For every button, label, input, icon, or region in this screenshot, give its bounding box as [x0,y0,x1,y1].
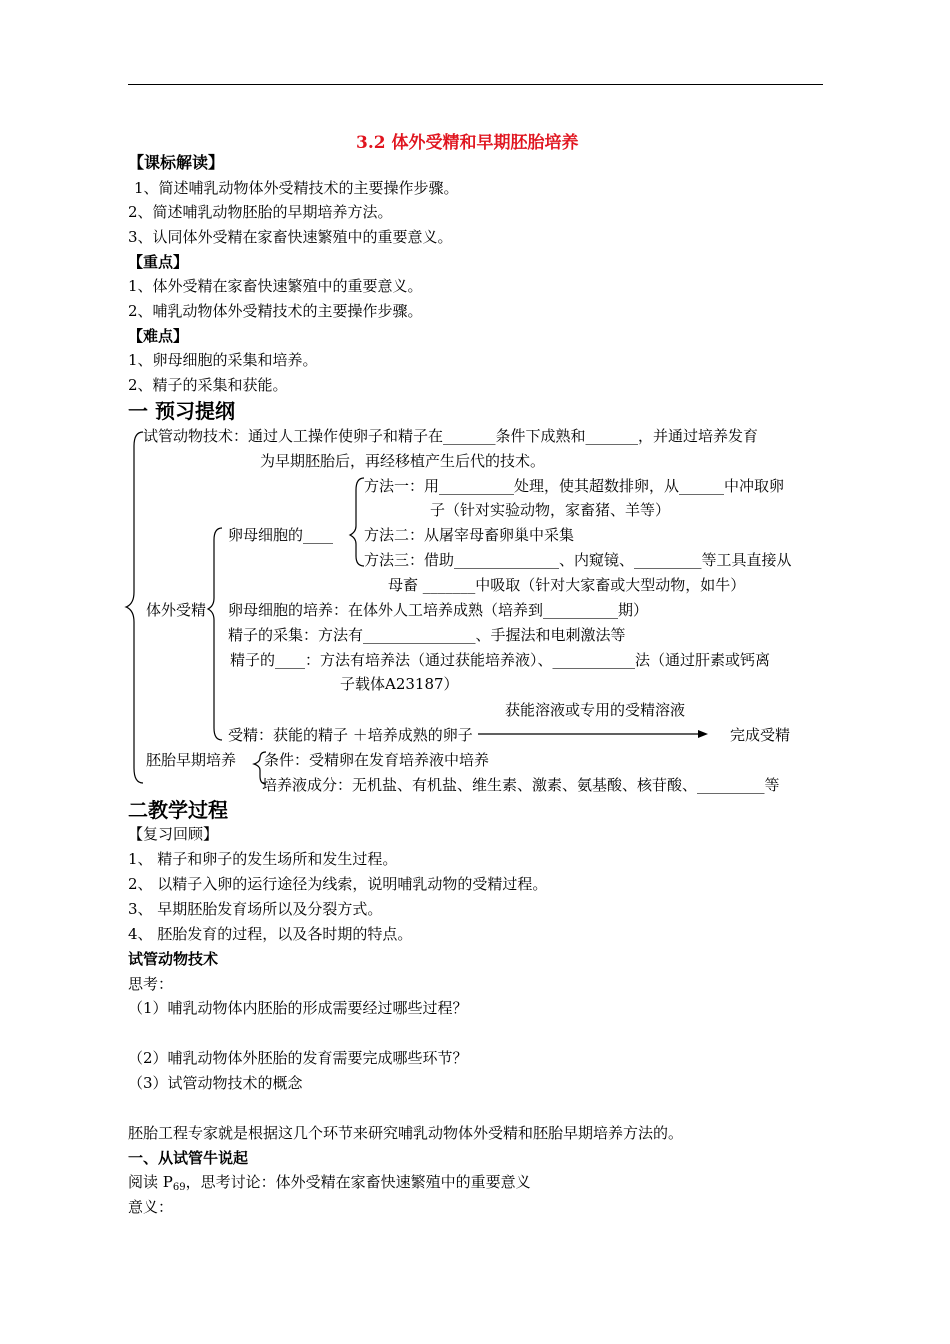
culture-condition-line: 条件：受精卵在发育培养液中培养 [264,751,490,769]
summary-paragraph: 胚胎工程专家就是根据这几个环节来研究哺乳动物体外受精和胚胎早期培养方法的。 [128,1124,684,1142]
page-title: 3.2 体外受精和早期胚胎培养 [356,133,579,153]
embryo-culture-label: 胚胎早期培养 [146,751,237,769]
question-2: （2）哺乳动物体外胚胎的发育需要完成哪些环节？ [128,1049,468,1067]
section2-heading: 二教学过程 [128,798,228,822]
fertilization-done: 完成受精 [730,726,791,744]
tech-heading: 试管动物技术 [128,950,219,968]
review-item-4: 4、 胚胎发育的过程，以及各时期的特点。 [128,925,413,943]
kebiao-item-2: 2、简述哺乳动物胚胎的早期培养方法。 [128,203,393,221]
method1-line-2: 子（针对实验动物，家畜猪、羊等） [430,501,671,519]
zhongdian-heading: 【重点】 [128,253,189,271]
reading-line [128,1172,531,1192]
culture-medium-line: 培养液成分：无机盐、有机盐、维生素、激素、氨基酸、核苷酸、_________等 [262,776,780,794]
question-1: （1）哺乳动物体内胚胎的形成需要经过哪些过程？ [128,999,468,1017]
sperm-capacitation-line-2: 子载体A23187） [340,675,459,693]
subsection-heading: 一、从试管牛说起 [128,1149,249,1167]
kebiao-item-1: 1、简述哺乳动物体外受精技术的主要操作步骤。 [134,179,459,197]
tech-line-1: 试管动物技术：通过人工操作使卵子和精子在_______条件下成熟和_______，并通过培养发育 [143,427,759,445]
ivf-label: 体外受精 [146,601,207,619]
arrow-label: 获能溶液或专用的受精溶液 [505,701,686,719]
fertilization-line: 受精：获能的精子 ＋培养成熟的卵子 [228,726,473,744]
kebiao-heading: 【课标解读】 [128,153,225,172]
tech-line-2: 为早期胚胎后，再经移植产生后代的技术。 [260,452,546,470]
reading-suffix: ，思考讨论：体外受精在家畜快速繁殖中的重要意义 [185,1173,531,1191]
nandian-item-2: 2、精子的采集和获能。 [128,376,288,394]
egg-culture-line: 卵母细胞的培养：在体外人工培养成熟（培养到__________期） [228,601,649,619]
review-heading: 【复习回顾】 [128,825,219,843]
method3-line-2: 母畜 _______中吸取（针对大家畜或大型动物，如牛） [388,576,746,594]
method3-line-1: 方法三：借助______________、内窥镜、_________等工具直接从 [364,551,792,569]
think-label: 思考： [128,975,174,993]
zhongdian-item-2: 2、哺乳动物体外受精技术的主要操作步骤。 [128,302,423,320]
review-item-3: 3、 早期胚胎发育场所以及分裂方式。 [128,900,383,918]
sperm-capacitation-line-1: 精子的____：方法有培养法（通过获能培养液）、___________法（通过肝素或钙离 [230,651,771,669]
sperm-collect-line: 精子的采集：方法有_______________、手握法和电刺激法等 [228,626,626,644]
reading-prefix: 阅读 P [128,1173,173,1191]
kebiao-item-3: 3、认同体外受精在家畜快速繁殖中的重要意义。 [128,228,453,246]
nandian-heading: 【难点】 [128,327,189,345]
question-3: （3）试管动物技术的概念 [128,1074,303,1092]
nandian-item-1: 1、卵母细胞的采集和培养。 [128,351,318,369]
method2-line: 方法二：从屠宰母畜卵巢中采集 [364,526,575,544]
section1-heading: 一 预习提纲 [128,399,235,423]
review-item-2: 2、 以精子入卵的运行途径为线索，说明哺乳动物的受精过程。 [128,875,548,893]
meaning-label: 意义： [128,1198,174,1216]
reading-page-number: 69 [172,1182,186,1193]
method1-line-1: 方法一：用__________处理，使其超数排卵，从______中冲取卵 [364,477,785,495]
zhongdian-item-1: 1、体外受精在家畜快速繁殖中的重要意义。 [128,277,423,295]
review-item-1: 1、 精子和卵子的发生场所和发生过程。 [128,850,398,868]
egg-cell-label: 卵母细胞的____ [228,526,334,544]
